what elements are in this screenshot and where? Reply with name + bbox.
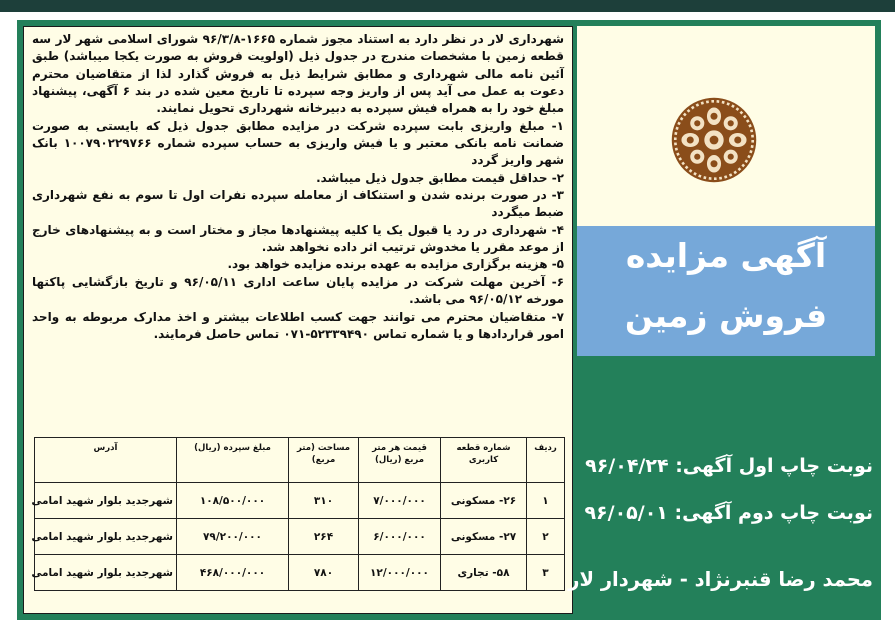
first-publication-date: نوبت چاپ اول آگهی: ۹۶/۰۴/۲۴: [585, 455, 873, 477]
row-number: ۳: [527, 555, 565, 591]
table-row: [35, 519, 565, 555]
deposit: ۴۶۸/۰۰۰/۰۰۰: [177, 555, 289, 591]
price-per-meter: ۱۲/۰۰۰/۰۰۰: [359, 555, 441, 591]
parcel-usage: ۵۸- تجاری: [441, 555, 527, 591]
parcel-usage: ۲۷- مسکونی: [441, 519, 527, 555]
parcel-usage: ۲۶- مسکونی: [441, 483, 527, 519]
land-parcels-table: [31, 437, 565, 591]
header-deposit: مبلغ سپرده (ریال): [177, 438, 289, 483]
table-row: [35, 483, 565, 519]
address: شهرجدید بلوار شهید امامی: [35, 483, 177, 519]
announcement-text-panel: [23, 26, 573, 614]
announcement-body: [32, 31, 564, 343]
header-address: آدرس: [35, 438, 177, 483]
condition-7: ۷- متقاضیان محترم می توانند جهت کسب اطلاعات بیشتر و اخذ مدارک مربوطه به واحد امور قراردادها و یا شماره تماس ۵۲۳۳۹۴۹۰-۰۷۱ تماس حاصل فرمایند.: [32, 309, 564, 341]
condition-2: ۲- حداقل قیمت مطابق جدول ذیل میباشد.: [316, 170, 564, 185]
top-bar: [0, 0, 895, 12]
second-publication-date: نوبت چاپ دوم آگهی: ۹۶/۰۵/۰۱: [584, 502, 873, 524]
condition-4: ۴- شهرداری در رد یا قبول یک یا کلیه پیشنهادها مجاز و مختار است و به پیشنهادهای خارج از موعد مقرر یا مخدوش ترتیب اثر داده نخواهد شد.: [32, 222, 564, 255]
header-parcel-usage: شماره قطعه کاربری: [441, 438, 527, 483]
address: شهرجدید بلوار شهید امامی: [35, 519, 177, 555]
header-row-number: ردیف: [527, 438, 565, 483]
row-number: ۱: [527, 483, 565, 519]
address: شهرجدید بلوار شهید امامی: [35, 555, 177, 591]
municipality-flower-emblem-icon: [670, 96, 758, 184]
mayor-signature: محمد رضا قنبرنژاد - شهردار لار: [568, 568, 873, 591]
table-header-row: [35, 438, 565, 483]
condition-6: ۶- آخرین مهلت شرکت در مزایده پایان ساعت اداری ۹۶/۰۵/۱۱ و تاریخ بازگشایی پاکتها مورخه ۹۶/۰۵/۱۲ می باشد.: [32, 274, 565, 307]
row-number: ۲: [527, 519, 565, 555]
header-price-per-meter: قیمت هر متر مربع (ریال): [359, 438, 441, 483]
condition-3: ۳- در صورت برنده شدن و استنکاف از معامله سپرده نفرات اول تا سوم به نفع شهرداری ضبط میگردد: [32, 188, 564, 220]
area: ۲۶۴: [289, 519, 359, 555]
area: ۷۸۰: [289, 555, 359, 591]
price-per-meter: ۶/۰۰۰/۰۰۰: [359, 519, 441, 555]
header-area: مساحت (متر مربع): [289, 438, 359, 483]
land-sale-subtitle: فروش زمین: [624, 296, 828, 335]
deposit: ۷۹/۲۰۰/۰۰۰: [177, 519, 289, 555]
condition-5: ۵- هزینه برگزاری مزایده به عهده برنده مزایده خواهد بود.: [227, 257, 564, 272]
auction-title: آگهی مزایده: [625, 236, 827, 275]
deposit: ۱۰۸/۵۰۰/۰۰۰: [177, 483, 289, 519]
table-row: [35, 555, 565, 591]
area: ۳۱۰: [289, 483, 359, 519]
condition-1: ۱- مبلغ واریزی بابت سپرده شرکت در مزایده مطابق جدول ذیل که بایستی به صورت ضمانت نامه بانکی معتبر و یا فیش واریزی به حساب سپرده شماره ۱۰۰۷۹۰۲۲۹۷۶۶ بانک شهر واریز گردد: [32, 118, 565, 168]
price-per-meter: ۷/۰۰۰/۰۰۰: [359, 483, 441, 519]
intro-paragraph: شهرداری لار در نظر دارد به استناد مجوز شماره ۱۶۶۵-۹۶/۳/۸ شورای اسلامی شهر لار سه قطعه زمین با مشخصات مندرج در جدول ذیل (اولویت فروش به صورت یکجا میباشد) طبق آئین نامه مالی شهرداری و مطابق شرایط ذیل به فروش گذارد لذا از متقاضیان محترم دعوت به عمل می آید پس از واریز وجه سپرده تا تاریخ معین شده در بند ۶ آگهی، پیشنهاد مبلغ خود را به همراه فیش سپرده به دبیرخانه شهرداری تحویل نمایند.: [32, 32, 565, 116]
